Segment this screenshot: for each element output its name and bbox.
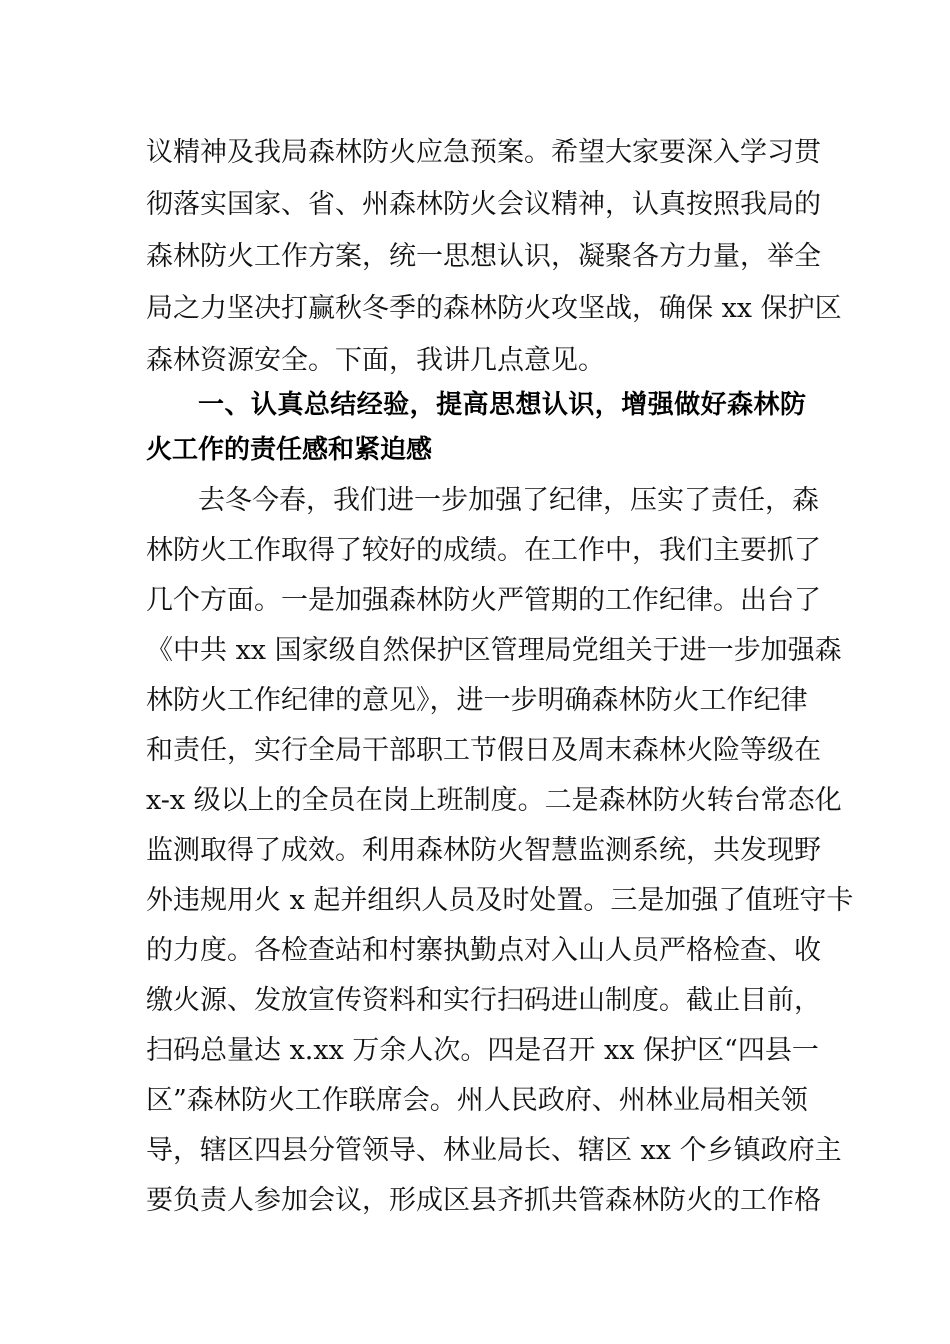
body-text-line: 导，辖区四县分管领导、林业局长、辖区 xx 个乡镇政府主 xyxy=(146,1135,842,1166)
body-text-line: 几个方面。一是加强森林防火严管期的工作纪律。出台了 xyxy=(146,585,821,616)
body-text-line: 缴火源、发放宣传资料和实行扫码进山制度。截止目前， xyxy=(146,985,821,1016)
section-heading-line: 一、认真总结经验，提高思想认识，增强做好森林防 xyxy=(198,390,806,420)
body-text-line: 去冬今春，我们进一步加强了纪律，压实了责任，森 xyxy=(198,485,819,516)
body-text-line: 区”森林防火工作联席会。州人民政府、州林业局相关领 xyxy=(146,1085,808,1116)
body-text-line: 森林防火工作方案，统一思想认识，凝聚各方力量，举全 xyxy=(146,241,821,272)
body-text-line: 议精神及我局森林防火应急预案。希望大家要深入学习贯 xyxy=(146,137,821,168)
body-text-line: 的力度。各检查站和村寨执勤点对入山人员严格检查、收 xyxy=(146,935,821,966)
body-text-line: 林防火工作纪律的意见》，进一步明确森林防火工作纪律 xyxy=(146,685,808,716)
body-text-line: 局之力坚决打赢秋冬季的森林防火攻坚战，确保 xx 保护区 xyxy=(146,293,842,324)
body-text-line: 《中共 xx 国家级自然保护区管理局党组关于进一步加强森 xyxy=(146,635,842,666)
body-text-line: x-x 级以上的全员在岗上班制度。二是森林防火转台常态化 xyxy=(146,785,842,816)
body-text-line: 林防火工作取得了较好的成绩。在工作中，我们主要抓了 xyxy=(146,535,821,566)
body-text-line: 监测取得了成效。利用森林防火智慧监测系统，共发现野 xyxy=(146,835,821,866)
body-text-line: 森林资源安全。下面，我讲几点意见。 xyxy=(146,345,605,376)
body-text-line: 要负责人参加会议，形成区县齐抓共管森林防火的工作格 xyxy=(146,1185,821,1216)
body-text-line: 和责任，实行全局干部职工节假日及周末森林火险等级在 xyxy=(146,735,821,766)
body-text-line: 扫码总量达 x.xx 万余人次。四是召开 xx 保护区“四县一 xyxy=(146,1035,819,1066)
body-text-line: 彻落实国家、省、州森林防火会议精神，认真按照我局的 xyxy=(146,189,821,220)
body-text-line: 外违规用火 x 起并组织人员及时处置。三是加强了值班守卡 xyxy=(146,885,854,916)
section-heading-line: 火工作的责任感和紧迫感 xyxy=(146,435,433,465)
